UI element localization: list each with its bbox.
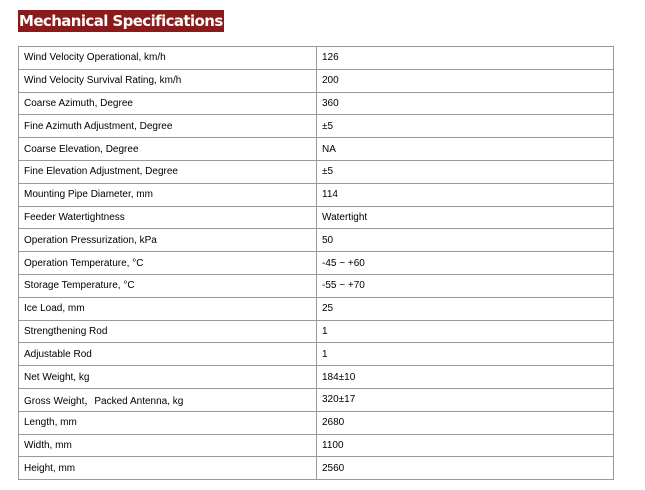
spec-value-cell: 1 (317, 343, 614, 366)
spec-value-cell: -55 ~ +70 (317, 274, 614, 297)
table-row (19, 457, 614, 480)
spec-value-cell: Watertight (317, 206, 614, 229)
table-row (19, 297, 614, 320)
spec-name-cell: Fine Azimuth Adjustment, Degree (19, 115, 317, 138)
table-row (19, 320, 614, 343)
spec-value-cell: NA (317, 138, 614, 161)
spec-name-cell: Gross Weight，Packed Antenna, kg (19, 388, 317, 411)
spec-name-cell: Strengthening Rod (19, 320, 317, 343)
spec-value-cell: 126 (317, 47, 614, 70)
spec-value-cell: 184±10 (317, 366, 614, 389)
table-row (19, 434, 614, 457)
spec-value-cell: 2560 (317, 457, 614, 480)
spec-name-cell: Width, mm (19, 434, 317, 457)
table-row (19, 92, 614, 115)
spec-name-cell: Operation Temperature, °C (19, 252, 317, 275)
spec-value-cell: 50 (317, 229, 614, 252)
table-row (19, 206, 614, 229)
spec-name-cell: Mounting Pipe Diameter, mm (19, 183, 317, 206)
spec-name-cell: Coarse Azimuth, Degree (19, 92, 317, 115)
spec-value-cell: ±5 (317, 160, 614, 183)
spec-name-cell: Feeder Watertightness (19, 206, 317, 229)
table-row (19, 160, 614, 183)
table-row (19, 69, 614, 92)
table-row (19, 366, 614, 389)
spec-value-cell: -45 ~ +60 (317, 252, 614, 275)
table-row (19, 274, 614, 297)
spec-value-cell: 25 (317, 297, 614, 320)
spec-value-cell: 2680 (317, 411, 614, 434)
spec-name-cell: Ice Load, mm (19, 297, 317, 320)
table-row (19, 252, 614, 275)
table-row (19, 411, 614, 434)
spec-value-cell: 320±17 (317, 388, 614, 411)
mechanical-specifications-table (18, 46, 614, 480)
spec-name-cell: Fine Elevation Adjustment, Degree (19, 160, 317, 183)
spec-value-cell: 114 (317, 183, 614, 206)
spec-name-cell: Operation Pressurization, kPa (19, 229, 317, 252)
table-row (19, 138, 614, 161)
table-row (19, 229, 614, 252)
spec-name-cell: Storage Temperature, °C (19, 274, 317, 297)
table-row (19, 183, 614, 206)
spec-name-cell: Wind Velocity Operational, km/h (19, 47, 317, 70)
spec-name-cell: Length, mm (19, 411, 317, 434)
spec-value-cell: 1 (317, 320, 614, 343)
spec-name-cell: Adjustable Rod (19, 343, 317, 366)
spec-name-cell: Height, mm (19, 457, 317, 480)
table-row (19, 115, 614, 138)
spec-value-cell: 1100 (317, 434, 614, 457)
spec-name-cell: Wind Velocity Survival Rating, km/h (19, 69, 317, 92)
spec-value-cell: 200 (317, 69, 614, 92)
table-row (19, 388, 614, 411)
spec-name-cell: Net Weight, kg (19, 366, 317, 389)
section-title: Mechanical Specifications (19, 12, 223, 30)
spec-name-cell: Coarse Elevation, Degree (19, 138, 317, 161)
table-row (19, 47, 614, 70)
table-row (19, 343, 614, 366)
table-body (19, 47, 614, 480)
spec-value-cell: ±5 (317, 115, 614, 138)
spec-value-cell: 360 (317, 92, 614, 115)
